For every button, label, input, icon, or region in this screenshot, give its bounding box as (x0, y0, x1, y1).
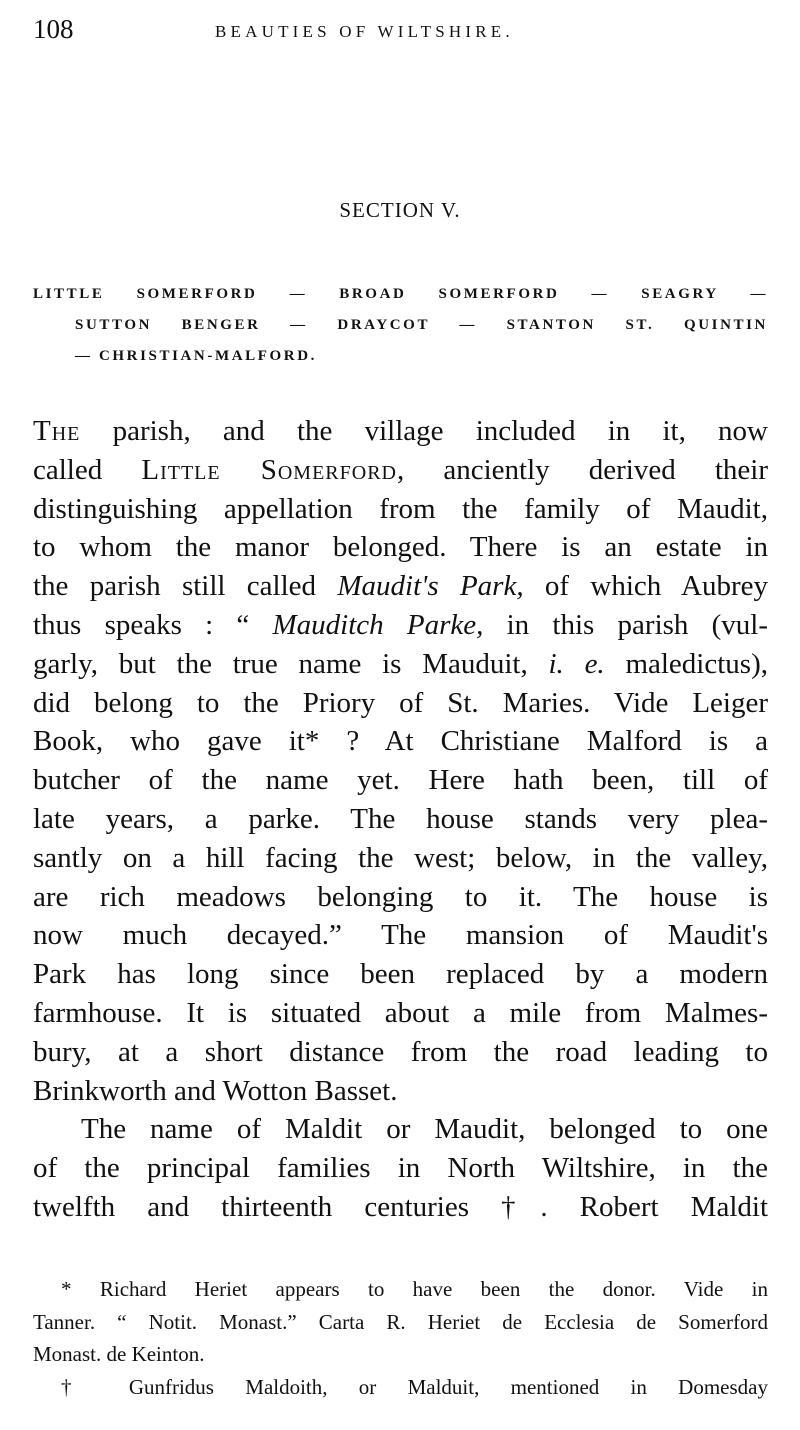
body-line (33, 955, 768, 994)
body-line (33, 606, 768, 645)
body-line (33, 994, 768, 1033)
footnote-line: † Gunfridus Maldoith, or Malduit, mentioned in Domesday (61, 1374, 768, 1399)
body-line (33, 412, 768, 451)
body-line (33, 916, 768, 955)
body-line (33, 528, 768, 567)
section-subtitle-line: LITTLE SOMERFORD — BROAD SOMERFORD — SEAGRY — (33, 286, 768, 302)
text-segment: did belong to the Priory of St. Maries. Vide Leiger (33, 686, 768, 719)
text-segment: of which Aubrey (523, 570, 768, 603)
text-segment: parish, and the village included in it, now (80, 415, 768, 447)
text-segment: farmhouse. It is situated about a mile from Malmes- (33, 996, 768, 1029)
footnote-line: * Richard Heriet appears to have been the donor. Vide in (61, 1277, 768, 1301)
text-segment: Book, who gave it* ? At Christiane Malford is a (33, 725, 768, 758)
footnote-line: Tanner. “ Notit. Monast.” Carta R. Heriet de Ecclesia de Somerford (33, 1309, 768, 1334)
body-line (33, 761, 768, 800)
italic-text: Mauditch Parke, (272, 608, 484, 641)
body-line (33, 567, 768, 606)
body-line (33, 878, 768, 917)
body-text (33, 412, 768, 1227)
body-line (33, 1188, 768, 1227)
footnotes (33, 1273, 768, 1403)
body-line (33, 722, 768, 761)
text-segment: twelfth and thirteenth centuries †. Robert Maldit (33, 1190, 768, 1223)
text-segment: butcher of the name yet. Here hath been, till of (33, 764, 768, 797)
text-segment: of the principal families in North Wiltshire, in the (33, 1152, 768, 1185)
page-number: 108 (33, 14, 74, 44)
body-line (33, 1110, 768, 1149)
text-segment: thus speaks : “ (33, 608, 273, 641)
small-caps-text: Little Somerford (141, 453, 397, 486)
body-line (33, 490, 768, 529)
section-title: SECTION V. (339, 198, 461, 222)
text-segment: in this parish (vul- (483, 608, 769, 641)
text-segment: called (33, 453, 142, 486)
section-subtitle-line: SUTTON BENGER — DRAYCOT — STANTON ST. QUINTIN (75, 317, 768, 333)
footnote-line: Monast. de Keinton. (33, 1342, 205, 1366)
text-segment: are rich meadows belonging to it. The house is (33, 880, 768, 913)
body-line (33, 1072, 768, 1111)
running-head: BEAUTIES OF WILTSHIRE. (215, 22, 514, 41)
body-line (33, 1149, 768, 1188)
body-line (33, 839, 768, 878)
text-segment: The name of Maldit or Maudit, belonged to one (81, 1113, 768, 1146)
text-segment: maledictus), (604, 647, 768, 680)
text-segment: distinguishing appellation from the family of Maudit, (33, 492, 768, 525)
body-line (33, 451, 768, 490)
text-segment: Brinkworth and Wotton Basset. (33, 1074, 398, 1107)
italic-text: i. e. (548, 647, 605, 680)
body-line (33, 684, 768, 723)
text-segment: to whom the manor belonged. There is an estate in (33, 531, 768, 564)
text-segment: bury, at a short distance from the road leading to (33, 1035, 768, 1068)
italic-text: Maudit's Park, (337, 570, 524, 603)
body-line (33, 645, 768, 684)
text-segment: , anciently derived their (396, 453, 768, 486)
body-line (33, 1033, 768, 1072)
text-segment: santly on a hill facing the west; below, in the valley, (33, 841, 768, 874)
text-segment: now much decayed.” The mansion of Maudit's (33, 919, 768, 952)
text-segment: garly, but the true name is Mauduit, (33, 647, 549, 680)
text-segment: the parish still called (33, 570, 338, 603)
small-caps-text: The (33, 415, 81, 447)
section-subtitle-line: — CHRISTIAN-MALFORD. (75, 348, 318, 364)
text-segment: late years, a parke. The house stands very plea- (33, 802, 768, 835)
body-line (33, 800, 768, 839)
text-segment: Park has long since been replaced by a modern (33, 958, 768, 991)
